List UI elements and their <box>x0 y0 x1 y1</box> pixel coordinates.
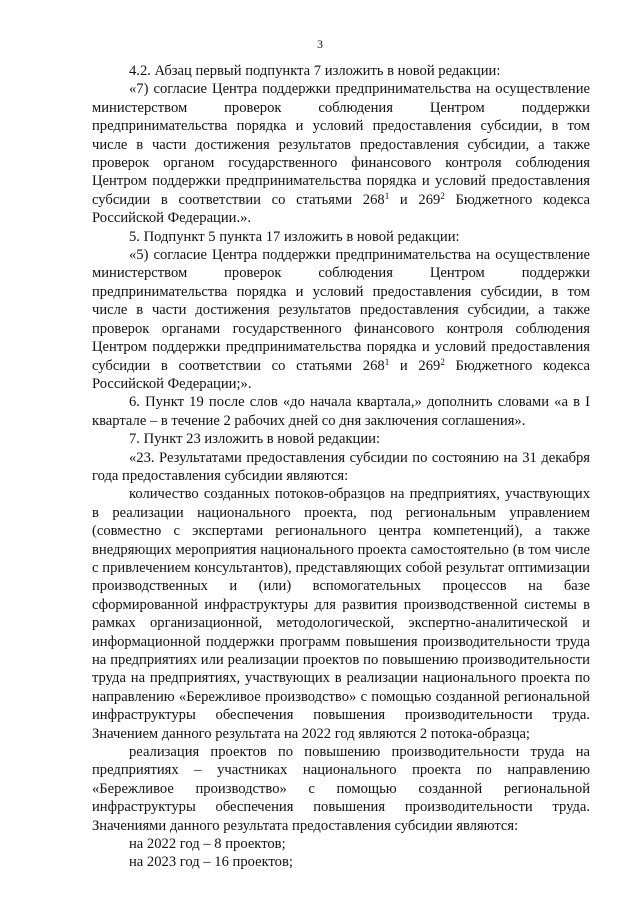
list-item-2023: на 2023 год – 16 проектов; <box>129 854 293 871</box>
list-item-2022: на 2022 год – 8 проектов; <box>129 836 286 853</box>
document-body <box>92 62 590 872</box>
paragraph-6: 6. Пункт 19 после слов «до начала квартала,» дополнить словами «а в I квартале – в течение 2 рабочих дней со дня заключения соглашения». <box>92 394 590 429</box>
paragraph-item-23: «23. Результатами предоставления субсидии по состоянию на 31 декабря года предоставления субсидии являются: <box>92 449 590 484</box>
paragraph-7: 7. Пункт 23 изложить в новой редакции: <box>129 431 381 448</box>
paragraph-subitem-7: «7) согласие Центра поддержки предпринимательства на осуществление министерством проверок соблюдения Центром поддержки предпринимательства порядка и условий предоставления субсидии, в том числе в части достижения результатов предоставления субсидии, а также проверок органом государственного финансового контроля соблюдения Центром поддержки предпринимательства порядка и условий предоставления субсидии в соответствии со статьями $268^1$ и $269^2$ Бюджетного кодекса Российской Федерации.». <box>92 81 590 227</box>
paragraph-result-flows: количество созданных потоков-образцов на предприятиях, участвующих в реализации национального проекта, под региональным управлением (совместно с экспертами регионального центра компетенций), а также внедряющих мероприятия национального проекта самостоятельно (в том числе с привлечением консультантов), представляющих собой результат оптимизации производственных и (или) вспомогательных процессов на базе сформированной инфраструктуры для развития производственной системы в рамках организационной, методологической, экспертно-аналитической и информационной поддержки программ повышения производительности труда на предприятиях или реализации проектов по повышению производительности труда на предприятиях, участвующих в реализации национального проекта по направлению «Бережливое производство» с помощью созданной региональной инфраструктуры обеспечения повышения производительности труда. Значением данного результата на 2022 год являются 2 потока-образца; <box>92 486 590 742</box>
paragraph-5: 5. Подпункт 5 пункта 17 изложить в новой редакции: <box>129 228 460 245</box>
page-number: 3 <box>317 37 323 51</box>
paragraph-4-2: 4.2. Абзац первый подпункта 7 изложить в новой редакции: <box>129 63 501 79</box>
paragraph-subitem-5: «5) согласие Центра поддержки предпринимательства на осуществление министерством проверок соблюдения Центром поддержки предпринимательства порядка и условий предоставления субсидии, в том числе в части достижения результатов предоставления субсидии, а также проверок органами государственного финансового контроля соблюдения Центром поддержки предпринимательства порядка и условий предоставления субсидии в соответствии со статьями $268^1$ и $269^2$ Бюджетного кодекса Российской Федерации;». <box>92 247 590 392</box>
paragraph-result-projects: реализация проектов по повышению производительности труда на предприятиях – участниках национального проекта по направлению «Бережливое производство» с помощью созданной региональной инфраструктуры обеспечения повышения производительности труда. Значениями данного результата предоставления субсидии являются: <box>92 744 590 834</box>
